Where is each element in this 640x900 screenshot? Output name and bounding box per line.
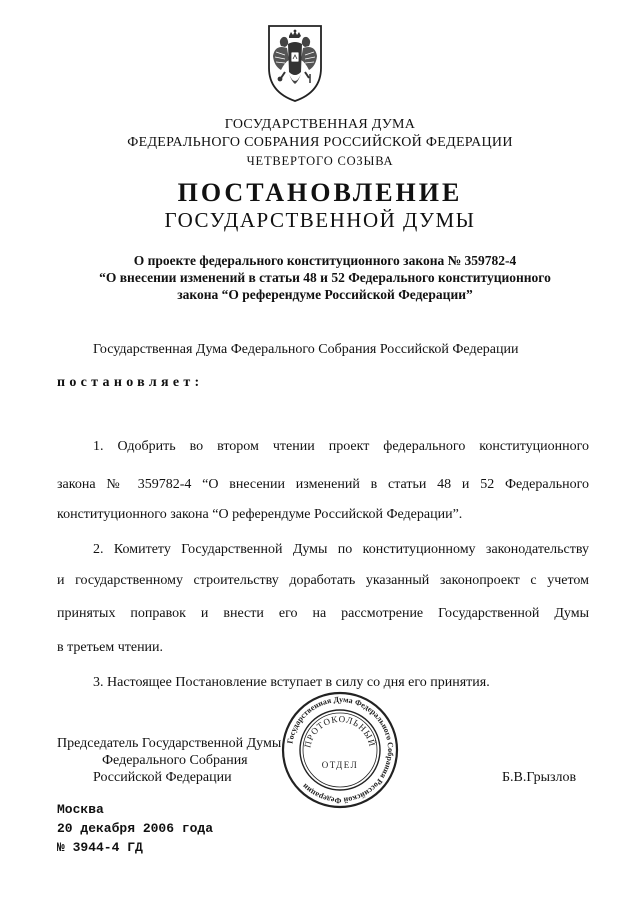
subject-line-1: О проекте федерального конституционного закона № 359782-4 — [133, 253, 517, 268]
header-line-1: ГОСУДАРСТВЕННАЯ ДУМА — [224, 117, 416, 132]
subject-line-2: “О внесении изменений в статьи 48 и 52 Федерального конституционного — [99, 270, 551, 285]
signatory-title-line-1: Председатель Государственной Думы — [57, 736, 282, 751]
round-stamp-icon — [280, 690, 400, 810]
resolves-word: постановляет: — [57, 375, 204, 390]
subject-line-3: закона “О референдуме Российской Федерации” — [177, 287, 473, 302]
document-title: ПОСТАНОВЛЕНИЕ — [177, 178, 463, 207]
footer-date: 20 декабря 2006 года — [57, 821, 214, 836]
item-1-line-3: конституционного закона “О референдуме Российской Федерации”. — [57, 507, 463, 522]
item-3-paragraph: 3. Настоящее Постановление вступает в силу со дня его принятия. — [93, 675, 490, 690]
item-2-line-3: принятых поправок и внести его на рассмотрение Государственной Думы — [57, 606, 589, 621]
header-line-3: ЧЕТВЕРТОГО СОЗЫВА — [246, 154, 394, 168]
item-1-line-2: закона № 359782-4 “О внесении изменений в статьи 48 и 52 Федерального — [57, 477, 589, 492]
document-subject — [60, 252, 590, 303]
item-2-line-2: и государственному строительству доработать указанный законопроект с учетом — [57, 573, 589, 588]
document-subtitle: ГОСУДАРСТВЕННОЙ ДУМЫ — [164, 208, 476, 232]
signatory-title-line-3: Российской Федерации — [93, 770, 232, 785]
item-2-line-4: в третьем чтении. — [57, 640, 164, 655]
stamp-inner-text: ПРОТОКОЛЬНЫЙ — [302, 713, 378, 749]
item-1-line-1: 1. Одобрить во втором чтении проект федерального конституционного — [93, 439, 589, 454]
header-line-2: ФЕДЕРАЛЬНОГО СОБРАНИЯ РОССИЙСКОЙ ФЕДЕРАЦИИ — [127, 135, 513, 150]
stamp-center-text: ОТДЕЛ — [321, 760, 359, 770]
stamp-outer-text: Государственная Дума Федерального Собрания Российской Федерации — [285, 694, 396, 806]
item-2-line-1: 2. Комитету Государственной Думы по конституционному законодательству — [93, 542, 589, 557]
signatory-title-line-2: Федерального Собрания — [102, 753, 248, 768]
footer-number: № 3944-4 ГД — [57, 840, 143, 855]
signatory-name: Б.В.Грызлов — [502, 770, 577, 785]
coat-of-arms-icon — [265, 22, 325, 104]
intro-paragraph: Государственная Дума Федерального Собрания Российской Федерации — [93, 342, 519, 357]
footer-city: Москва — [57, 802, 104, 817]
